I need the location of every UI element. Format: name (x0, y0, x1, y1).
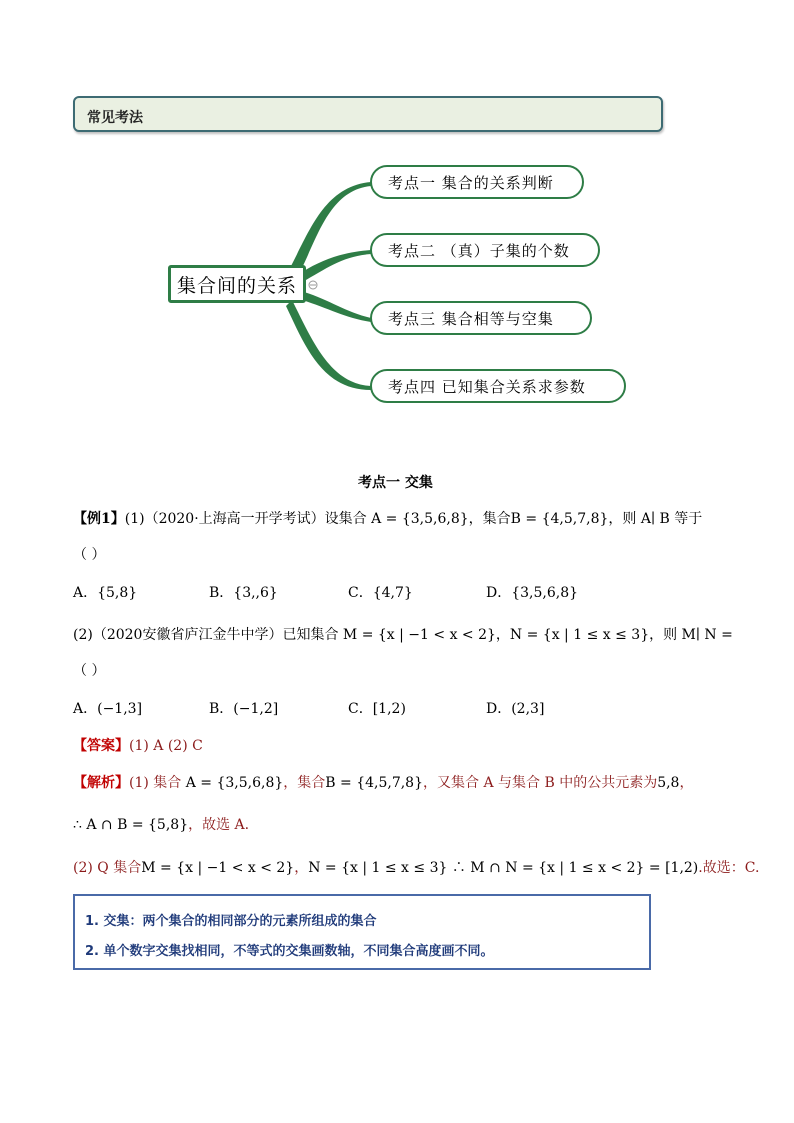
q1-paren: （ ） (73, 547, 106, 563)
analysis-l1g: ， (679, 775, 694, 791)
analysis-set-a: A = {3,5,6,8} (185, 775, 284, 791)
q2-prefix: (2)（2020安徽省庐江金牛中学）已知集合 (73, 627, 339, 643)
analysis-line-1 (73, 773, 693, 793)
summary-box (73, 894, 651, 970)
q2-option-d: D．(2,3] (486, 701, 545, 717)
summary-note-2: 2. 单个数字交集找相同，不等式的交集画数轴，不同集合高度画不同。 (85, 944, 494, 959)
analysis-l1e: ，又集合 A 与集合 B 中的公共元素为 (423, 775, 658, 791)
q2-end: ，则 M∣ N = (649, 627, 733, 643)
connector-2 (302, 250, 371, 280)
analysis-set-m: M = {x | −1 < x < 2} (141, 860, 295, 876)
q1-set-b: B = {4,5,7,8} (510, 511, 609, 527)
q2-set-n: N = {x | 1 ≤ x ≤ 3} (509, 627, 650, 643)
mindmap-connectors (0, 0, 794, 420)
analysis-l3c: ， (294, 860, 309, 876)
q1-option-d: D．{3,5,6,8} (486, 585, 579, 601)
summary-note-1: 1. 交集：两个集合的相同部分的元素所组成的集合 (85, 914, 377, 929)
example-tag: 【例1】 (73, 511, 125, 527)
mindmap-center: 集合间的关系 (168, 265, 306, 303)
q2-option-a: A．(−1,3] (73, 701, 143, 717)
q2-set-m: M = {x | −1 < x < 2} (342, 627, 496, 643)
analysis-l1f: 5,8 (657, 775, 680, 791)
q1-end: ，则 A∣ B 等于 (608, 511, 703, 527)
analysis-l1c: ，集合 (283, 775, 326, 791)
q1-mid: ，集合 (468, 511, 511, 527)
q1-option-c: C．{4,7} (348, 585, 413, 601)
q1-prefix: (1)（2020·上海高一开学考试）设集合 (124, 511, 367, 527)
analysis-tag: 【解析】 (73, 775, 129, 791)
analysis-l3a: (2) Q 集合 (73, 860, 142, 876)
analysis-intersection: ∴ A ∩ B = {5,8} (73, 817, 189, 833)
q1-option-b: B．{3,,6} (209, 585, 278, 601)
analysis-set-n: N = {x | 1 ≤ x ≤ 3} (308, 860, 448, 876)
analysis-l1a: (1) 集合 (129, 775, 182, 791)
analysis-line-3 (73, 858, 759, 878)
q1-set-a: A = {3,5,6,8} (371, 511, 469, 527)
mindmap-node-3: 考点三 集合相等与空集 (370, 301, 592, 335)
q1-option-a: A．{5,8} (73, 585, 138, 601)
connector-4 (286, 300, 371, 390)
connector-3 (302, 292, 371, 322)
q2-option-b: B．(−1,2] (209, 701, 279, 717)
analysis-l3f: .故选：C. (698, 860, 760, 876)
q2-paren: （ ） (73, 663, 106, 679)
answer-text: (1) A (2) C (129, 738, 203, 754)
answer-line (73, 736, 203, 756)
answer-tag: 【答案】 (73, 738, 129, 754)
mindmap-node-2: 考点二 （真）子集的个数 (370, 233, 600, 267)
analysis-line-2 (73, 815, 249, 835)
section-title: 考点一 交集 (358, 475, 433, 491)
q2-option-c: C．[1,2) (348, 701, 406, 717)
header-title: 常见考法 (87, 110, 143, 126)
example-q2-line (73, 625, 733, 645)
example-q1-line (73, 509, 702, 529)
mindmap-node-1: 考点一 集合的关系判断 (370, 165, 584, 199)
analysis-result: ∴ M ∩ N = {x | 1 ≤ x < 2} = [1,2) (447, 860, 699, 876)
analysis-set-b: B = {4,5,7,8} (325, 775, 423, 791)
analysis-l2b: ，故选 A. (188, 817, 250, 833)
q2-sep: ， (495, 627, 510, 643)
mindmap-node-4: 考点四 已知集合关系求参数 (370, 369, 626, 403)
